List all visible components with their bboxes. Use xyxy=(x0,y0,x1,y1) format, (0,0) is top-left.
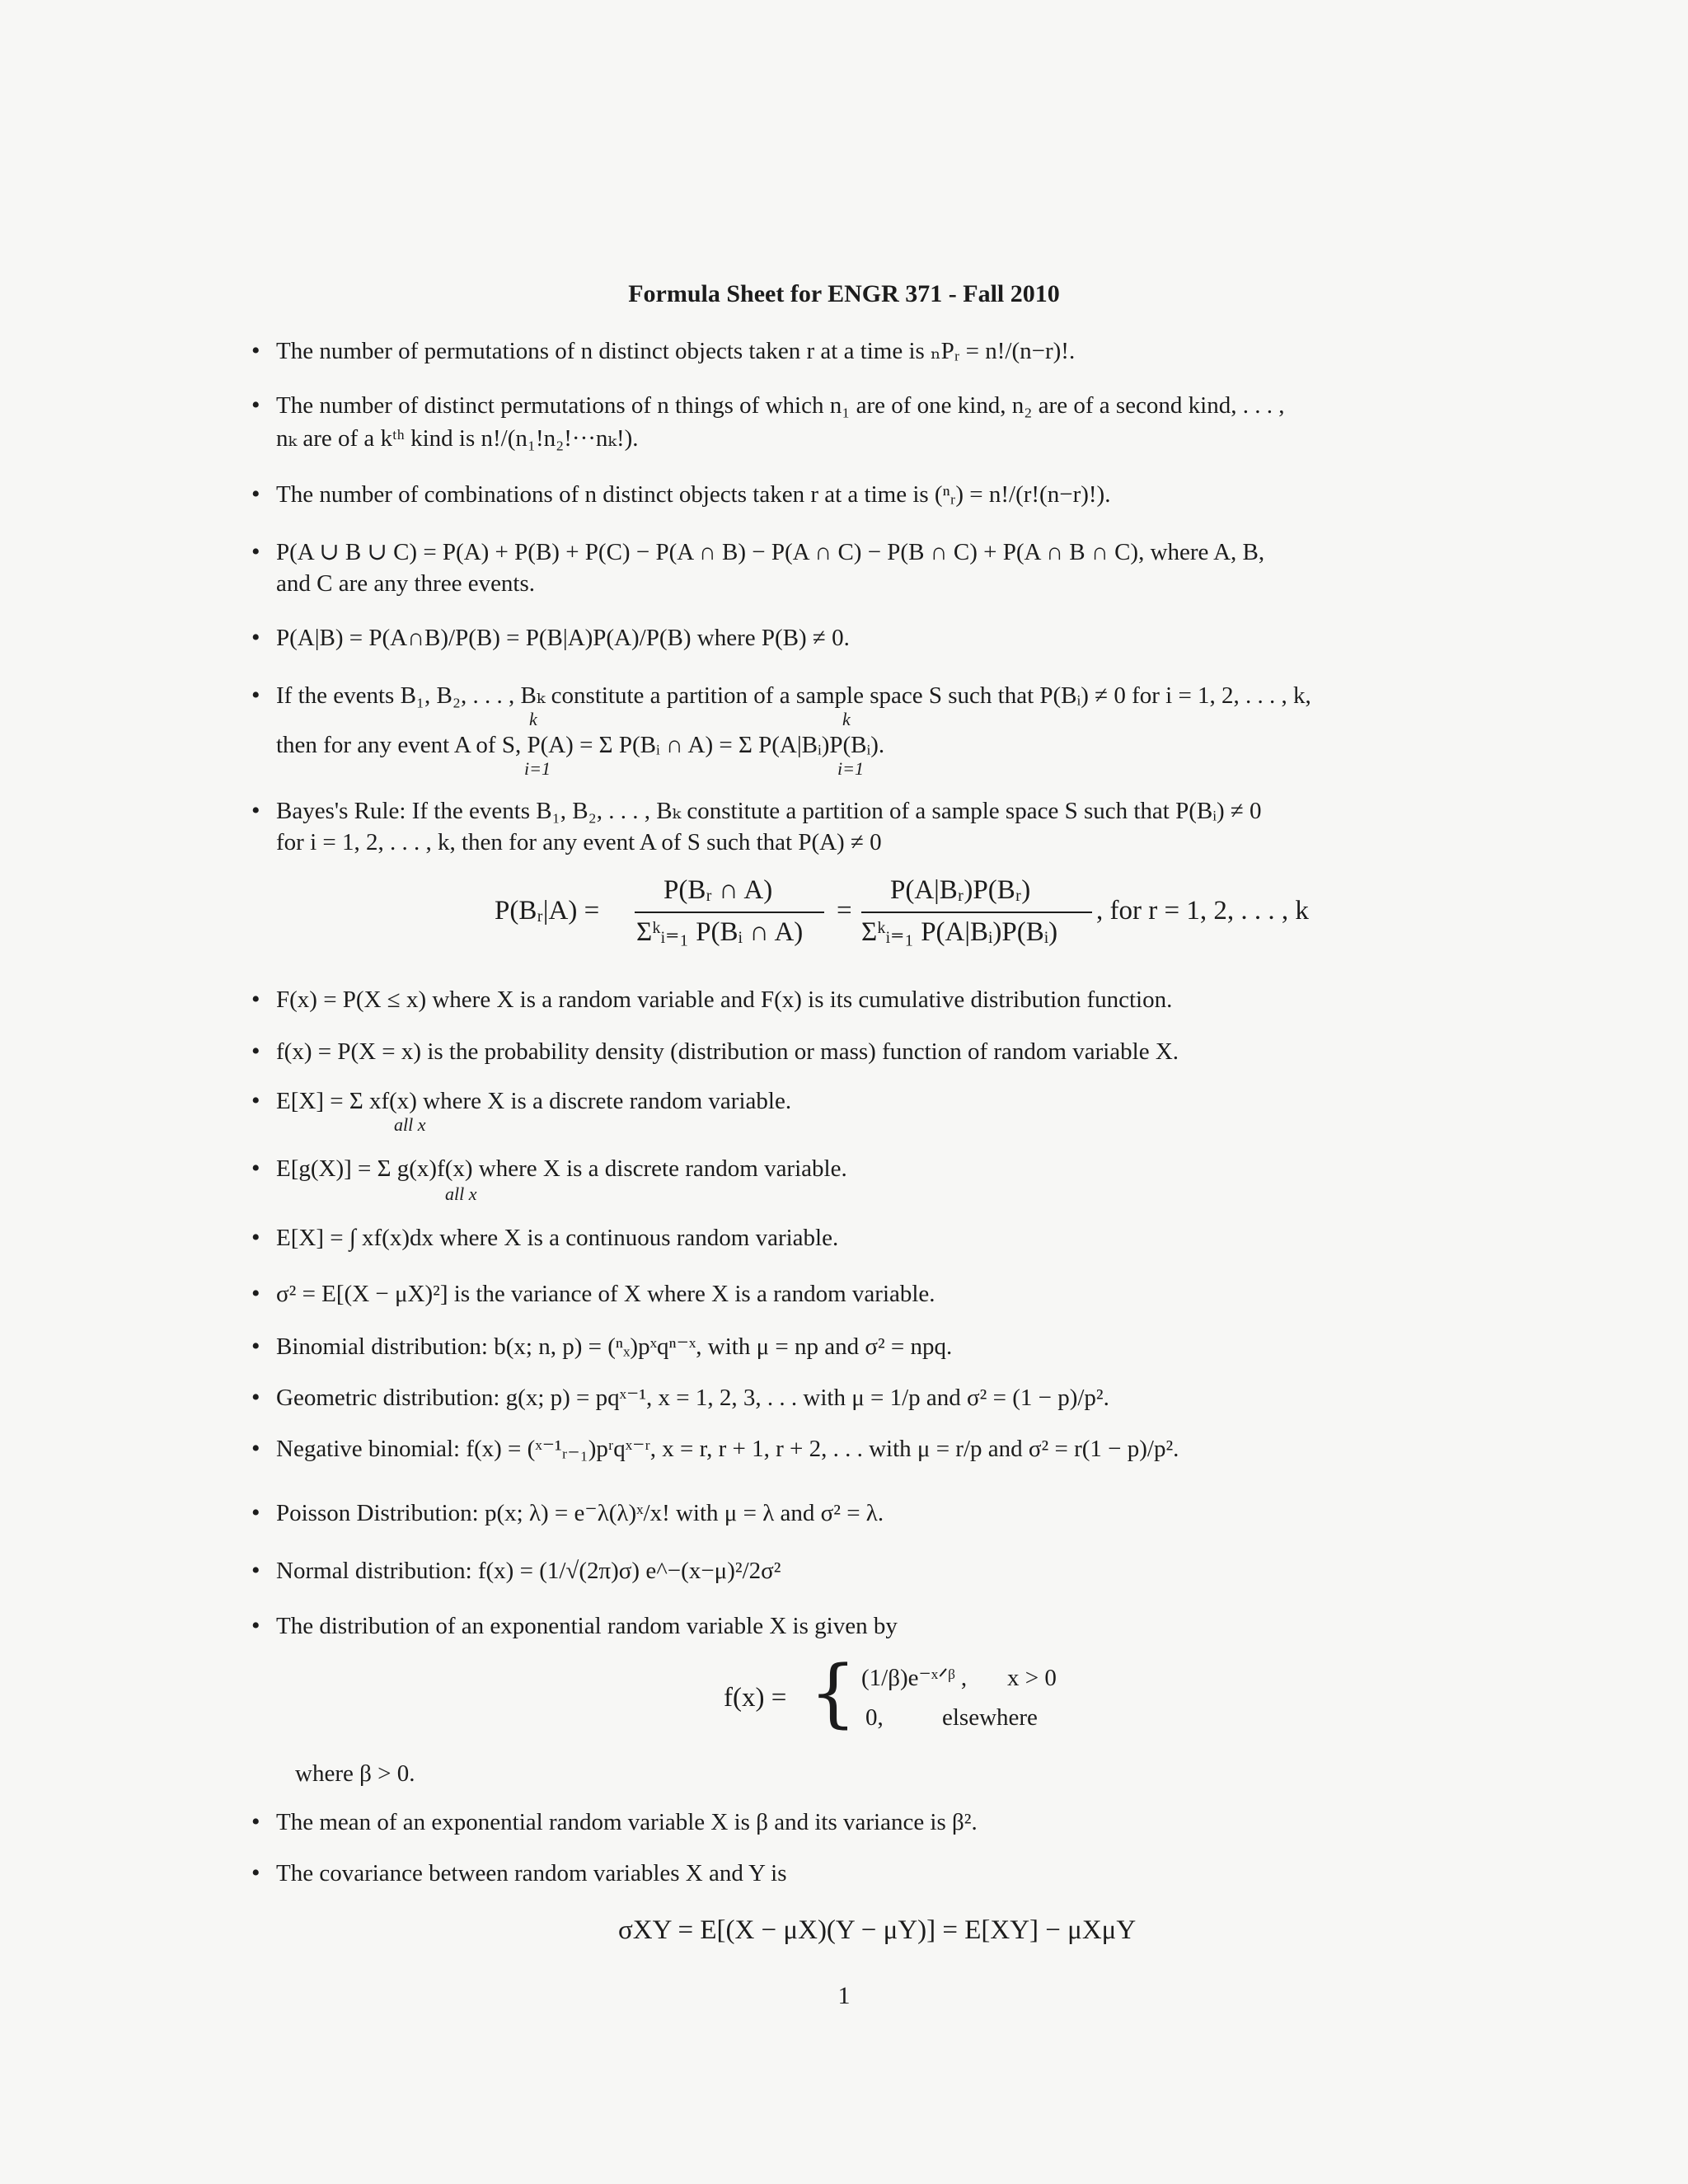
binomial-item: • Binomial distribution: b(x; n, p) = (ⁿₓ)pˣqⁿ⁻ˣ, with μ = np and σ² = npq. xyxy=(276,1332,1545,1361)
sum-upper-limit-1: k xyxy=(529,709,537,729)
negative-binomial-item: • Negative binomial: f(x) = (ˣ⁻¹ᵣ₋₁)pʳqˣ⁻ʳ, x = r, r + 1, r + 2, . . . with μ = r/p and σ² = r(1 − p)/p². xyxy=(276,1434,1545,1464)
discrete-expectation-item: • E[X] = Σ xf(x) where X is a discrete random variable. xyxy=(276,1086,1545,1116)
bayes-fraction-line-1 xyxy=(635,912,824,913)
bayes-denominator-1: Σᵏᵢ₌₁ P(Bᵢ ∩ A) xyxy=(636,917,804,947)
sum-upper-limit-2: k xyxy=(842,709,851,729)
distinct-permutations-line1: The number of distinct permutations of n things of which n₁ are of one kind, n₂ are of a second kind, . . . , xyxy=(276,392,1285,419)
exponential-case-2: 0, xyxy=(865,1704,884,1731)
variance-item: • σ² = E[(X − μX)²] is the variance of X where X is a random variable. xyxy=(276,1279,1545,1309)
poisson-item: • Poisson Distribution: p(x; λ) = e⁻λ(λ)ˣ/x! with μ = λ and σ² = λ. xyxy=(276,1498,1545,1528)
covariance-formula: σXY = E[(X − μX)(Y − μY)] = E[XY] − μXμY xyxy=(618,1915,1137,1945)
page-number: 1 xyxy=(837,1982,851,2009)
page-title: Formula Sheet for ENGR 371 - Fall 2010 xyxy=(628,280,1060,307)
covariance-item: • The covariance between random variables X and Y is xyxy=(276,1858,1545,1888)
exponential-item: • The distribution of an exponential random variable X is given by xyxy=(276,1611,1545,1641)
exponential-case-1: (1/β)e⁻ˣᐟᵝ , xyxy=(861,1665,968,1691)
sum-lower-limit-all-x-2: all x xyxy=(445,1183,477,1204)
bayes-denominator-2: Σᵏᵢ₌₁ P(A|Bᵢ)P(Bᵢ) xyxy=(861,917,1058,947)
distinct-permutations-item xyxy=(276,391,1545,452)
bayes-rule-line1: Bayes's Rule: If the events B₁, B₂, . . . , Bₖ constitute a partition of a sample space S such that P(Bᵢ) ≠ 0 xyxy=(276,798,1262,824)
distinct-permutations-line2: nₖ are of a kᵗʰ kind is n!/(n₁!n₂!···nₖ!). xyxy=(276,425,639,452)
normal-item: • Normal distribution: f(x) = (1/√(2π)σ) e^−(x−μ)²/2σ² xyxy=(276,1556,1545,1586)
beta-condition-text: where β > 0. xyxy=(295,1760,415,1787)
total-probability-line2: then for any event A of S, P(A) = Σ P(Bᵢ ∩ A) = Σ P(A|Bᵢ)P(Bᵢ). xyxy=(276,732,885,758)
bayes-numerator-2: P(A|Bᵣ)P(Bᵣ) xyxy=(890,875,1031,905)
sum-lower-limit-all-x-1: all x xyxy=(394,1114,426,1135)
geometric-item: • Geometric distribution: g(x; p) = pqˣ⁻¹, x = 1, 2, 3, . . . with μ = 1/p and σ² = (1 − p)/p². xyxy=(276,1383,1545,1413)
sum-lower-limit-1: i=1 xyxy=(524,758,551,779)
sum-lower-limit-2: i=1 xyxy=(837,758,864,779)
pdf-item: • f(x) = P(X = x) is the probability density (distribution or mass) function of random variable X. xyxy=(276,1037,1545,1066)
bayes-fraction-line-2 xyxy=(861,912,1092,913)
combinations-item: • The number of combinations of n distinct objects taken r at a time is (ⁿᵣ) = n!/(r!(n−r)!). xyxy=(276,480,1545,509)
bayes-equals: = xyxy=(837,896,852,926)
union-probability-line2: and C are any three events. xyxy=(276,570,536,597)
bayes-lhs: P(Bᵣ|A) = xyxy=(495,896,600,926)
exponential-mean-item: • The mean of an exponential random variable X is β and its variance is β². xyxy=(276,1807,1545,1837)
conditional-probability-item: • P(A|B) = P(A∩B)/P(B) = P(B|A)P(A)/P(B) where P(B) ≠ 0. xyxy=(276,623,1545,653)
bayes-range: , for r = 1, 2, . . . , k xyxy=(1096,896,1309,926)
exponential-brace: { xyxy=(809,1650,857,1736)
discrete-function-expectation-item: • E[g(X)] = Σ g(x)f(x) where X is a discrete random variable. xyxy=(276,1154,1545,1183)
total-probability-item xyxy=(276,681,1545,758)
union-probability-line1: P(A ∪ B ∪ C) = P(A) + P(B) + P(C) − P(A ∩ B) − P(A ∩ C) − P(B ∩ C) + P(A ∩ B ∩ C), where A, B, xyxy=(276,539,1265,565)
exponential-condition-2: elsewhere xyxy=(942,1704,1038,1731)
bayes-numerator-1: P(Bᵣ ∩ A) xyxy=(663,875,773,905)
total-probability-line1: If the events B₁, B₂, . . . , Bₖ constitute a partition of a sample space S such that P(Bᵢ) ≠ 0 for i = 1, 2, . . . , k, xyxy=(276,682,1311,709)
union-probability-item xyxy=(276,537,1545,597)
exponential-condition-1: x > 0 xyxy=(1007,1665,1057,1691)
exponential-lhs: f(x) = xyxy=(724,1683,787,1713)
continuous-expectation-item: • E[X] = ∫ xf(x)dx where X is a continuous random variable. xyxy=(276,1223,1545,1253)
bayes-rule-item xyxy=(276,796,1545,855)
bayes-rule-line2: for i = 1, 2, . . . , k, then for any event A of S such that P(A) ≠ 0 xyxy=(276,829,882,855)
cdf-item: • F(x) = P(X ≤ x) where X is a random variable and F(x) is its cumulative distribution function. xyxy=(276,985,1545,1015)
permutations-item: • The number of permutations of n distinct objects taken r at a time is ₙPᵣ = n!/(n−r)!. xyxy=(276,336,1545,366)
